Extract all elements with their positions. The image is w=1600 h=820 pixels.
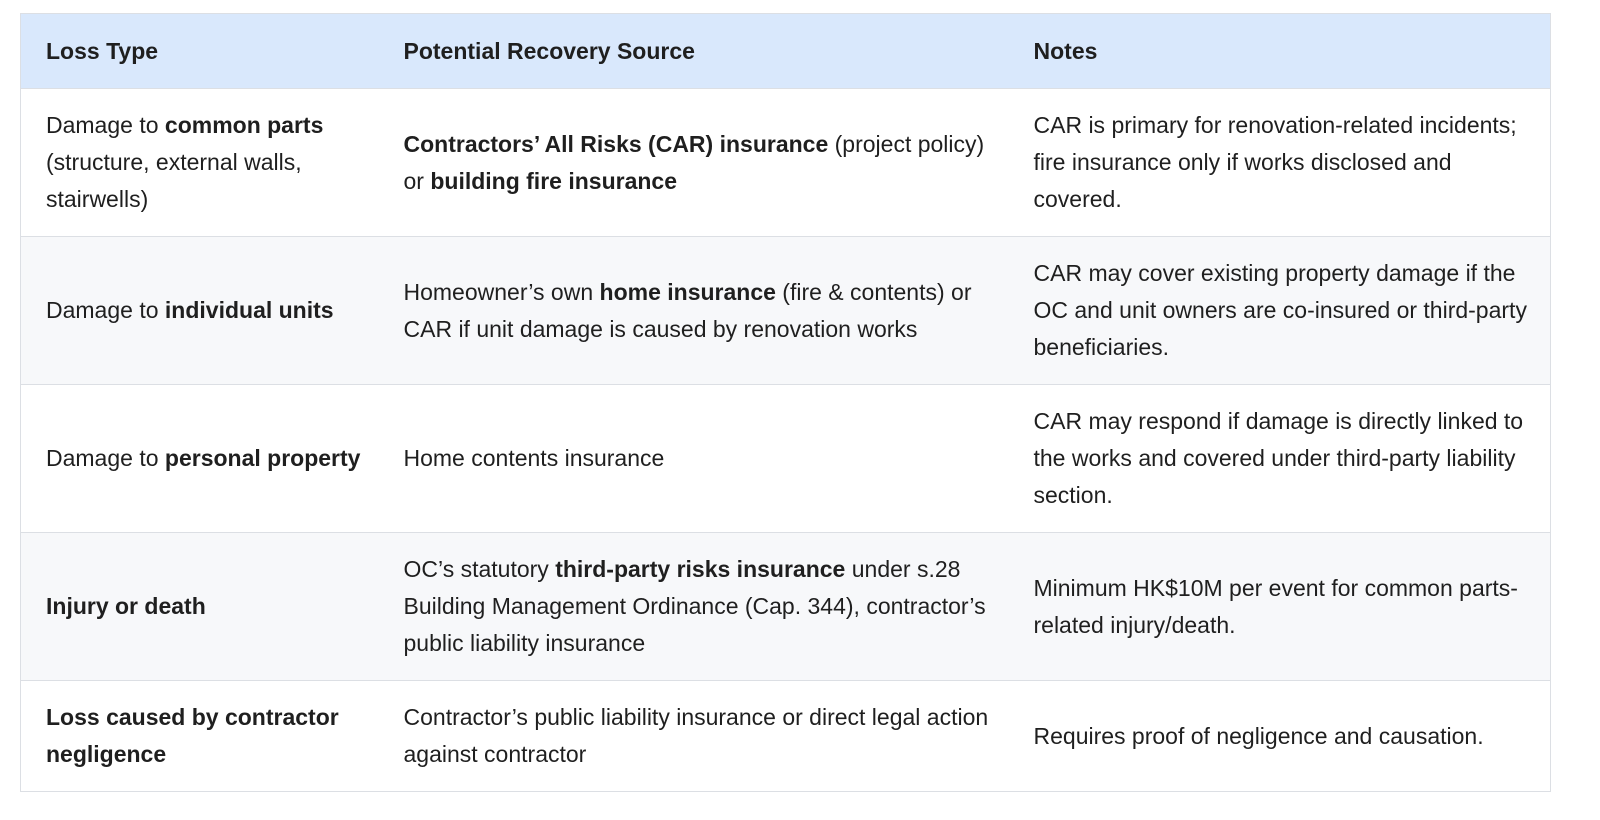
cell-loss-type xyxy=(21,237,379,385)
table-row xyxy=(21,237,1551,385)
cell-loss-type xyxy=(21,89,379,237)
loss-type-text: Damage to xyxy=(46,297,165,323)
table-row xyxy=(21,89,1551,237)
cell-recovery-source: Contractor’s public liability insurance or direct legal action against contractor xyxy=(403,704,989,767)
recovery-text: under s.28 Building Management Ordinance (Cap. 344), contractor’s public liability insurance xyxy=(403,556,986,656)
loss-type-bold: Injury or death xyxy=(46,593,206,619)
cell-recovery-source xyxy=(379,237,1009,385)
cell-recovery-source xyxy=(379,89,1009,237)
table-body xyxy=(21,89,1551,792)
recovery-bold: building fire insurance xyxy=(430,167,677,194)
table-row xyxy=(21,385,1551,533)
cell-notes: Requires proof of negligence and causation. xyxy=(1033,722,1484,749)
header-recovery-source: Potential Recovery Source xyxy=(403,37,695,64)
loss-type-text: Damage to xyxy=(46,112,165,138)
insurance-table-container xyxy=(20,13,1550,792)
table-row xyxy=(21,681,1551,792)
cell-recovery-source: Home contents insurance xyxy=(403,445,665,471)
loss-type-text: (structure, external walls, stairwells) xyxy=(46,149,302,212)
cell-recovery-source xyxy=(379,533,1009,681)
cell-loss-type xyxy=(21,533,379,681)
loss-type-bold: individual units xyxy=(164,297,334,323)
cell-loss-type xyxy=(21,385,379,533)
recovery-text: (fire & contents) or CAR if unit damage is caused by renovation works xyxy=(403,278,972,342)
recovery-bold: third-party risks insurance xyxy=(555,556,846,582)
loss-type-bold: Loss caused by contractor negligence xyxy=(46,704,339,767)
cell-notes: Minimum HK$10M per event for common parts-related injury/death. xyxy=(1033,574,1518,638)
cell-notes: CAR is primary for renovation-related incidents; fire insurance only if works disclosed and covered. xyxy=(1033,112,1517,212)
cell-loss-type xyxy=(21,681,379,792)
cell-notes: CAR may cover existing property damage if the OC and unit owners are co-insured or third-party beneficiaries. xyxy=(1033,260,1527,360)
header-loss-type: Loss Type xyxy=(46,37,159,64)
table-row xyxy=(21,533,1551,681)
recovery-bold: Contractors’ All Risks (CAR) insurance xyxy=(403,130,829,157)
recovery-text: OC’s statutory xyxy=(403,556,556,582)
cell-notes: CAR may respond if damage is directly linked to the works and covered under third-party liability section. xyxy=(1033,408,1524,508)
loss-type-bold: common parts xyxy=(164,112,324,138)
loss-type-text: Damage to xyxy=(46,445,165,471)
table-header xyxy=(21,14,1551,89)
recovery-text: (project policy) or xyxy=(403,130,985,194)
recovery-text: Homeowner’s own xyxy=(403,278,600,305)
recovery-bold: home insurance xyxy=(599,278,776,305)
header-row xyxy=(21,14,1551,89)
loss-recovery-table xyxy=(20,13,1551,792)
loss-type-bold: personal property xyxy=(164,445,361,471)
header-notes: Notes xyxy=(1033,37,1098,64)
